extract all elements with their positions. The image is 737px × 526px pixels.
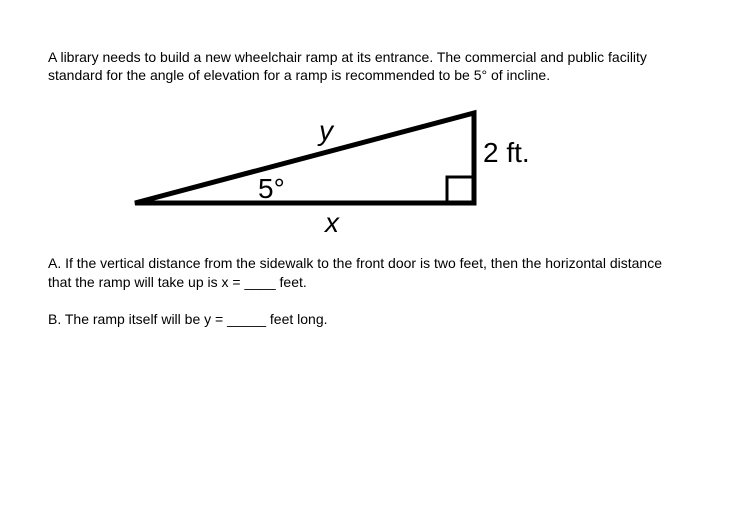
question-b-text: B. The ramp itself will be y = _____ feet long. (48, 311, 328, 327)
base-label: x (325, 207, 339, 238)
question-a (48, 254, 708, 292)
intro-line-2: standard for the angle of elevation for a ramp is recommended to be 5° of incline. (48, 67, 551, 83)
hypotenuse-label: y (319, 115, 333, 146)
right-angle-marker (447, 177, 474, 203)
angle-label: 5° (258, 173, 285, 204)
question-a-line-2: that the ramp will take up is x = ____ feet. (48, 274, 307, 290)
question-a-line-1: A. If the vertical distance from the sidewalk to the front door is two feet, then the horizontal distance (48, 255, 662, 271)
vertical-side-label: 2 ft. (483, 137, 530, 168)
intro-line-1: A library needs to build a new wheelchair ramp at its entrance. The commercial and public facility (48, 49, 647, 65)
triangle-shape (135, 113, 474, 203)
question-b (48, 310, 708, 329)
